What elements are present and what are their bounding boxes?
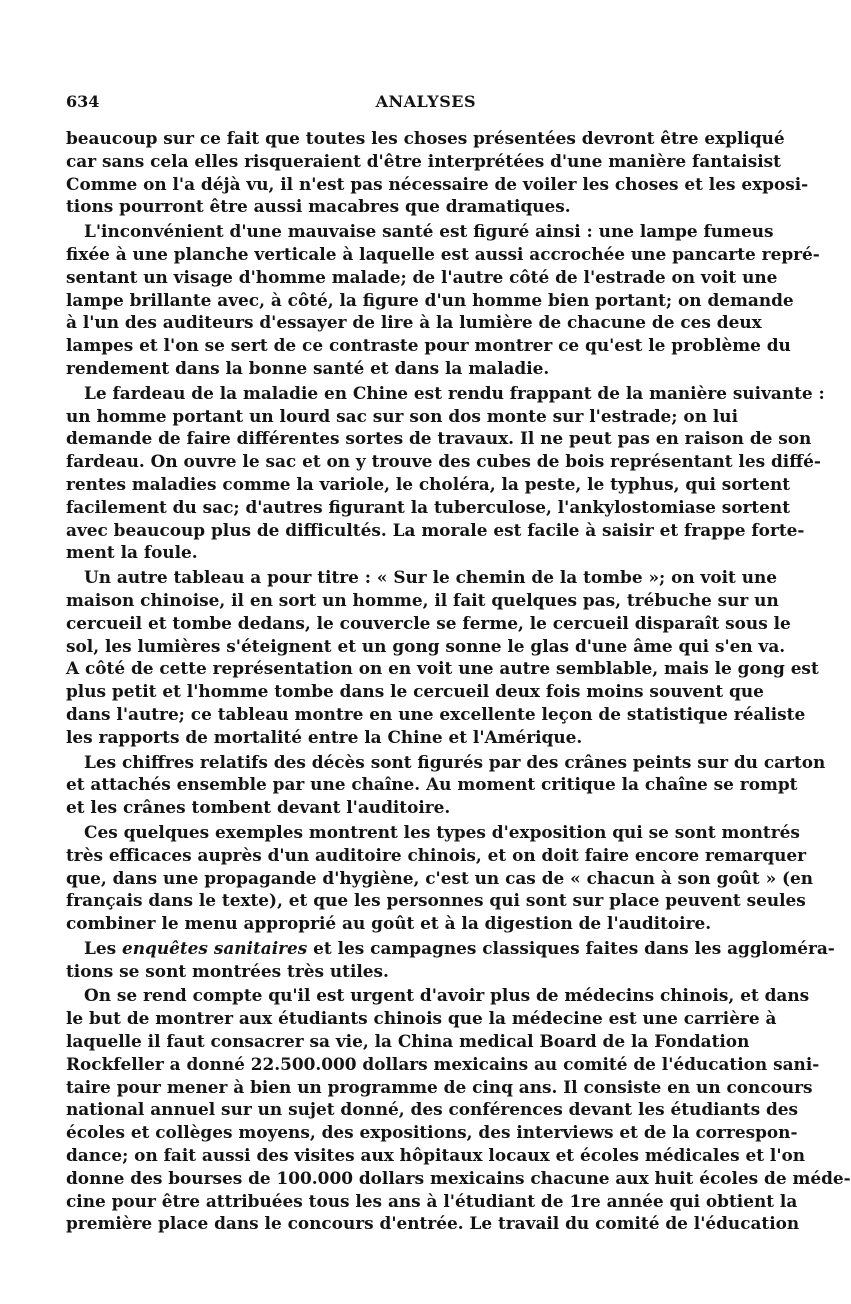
text-line: A côté de cette représentation on en voit une autre semblable, mais le gong est (66, 658, 819, 679)
text-line: fardeau. On ouvre le sac et on y trouve des cubes de bois représentant les diffé- (66, 451, 821, 472)
text-line: combiner le menu approprié au goût et à la digestion de l'auditoire. (66, 913, 712, 934)
paragraph (66, 751, 826, 819)
text-line: et les crânes tombent devant l'auditoire. (66, 797, 451, 818)
text-line: Ces quelques exemples montrent les types d'exposition qui se sont montrés (84, 821, 800, 842)
text-line: tions se sont montrées très utiles. (66, 960, 389, 981)
text-line: car sans cela elles risqueraient d'être interprétées d'une manière fantaisist (66, 150, 781, 171)
text-line: ment la foule. (66, 542, 198, 563)
paragraph (66, 127, 809, 218)
text-line: Le fardeau de la maladie en Chine est rendu frappant de la manière suivante : (84, 382, 825, 403)
text-line: lampes et l'on se sert de ce contraste pour montrer ce qu'est le problème du (66, 335, 791, 356)
text-line: maison chinoise, il en sort un homme, il fait quelques pas, trébuche sur un (66, 589, 779, 610)
text-line: première place dans le concours d'entrée. Le travail du comité de l'éducation (66, 1213, 800, 1234)
text-line: dans l'autre; ce tableau montre en une excellente leçon de statistique réaliste (66, 703, 806, 724)
text-line: Rockfeller a donné 22.500.000 dollars mexicains au comité de l'éducation sani- (66, 1053, 820, 1074)
italic-phrase: enquêtes sanitaires (122, 937, 308, 958)
text-line: français dans le texte), et que les personnes qui sont sur place peuvent seules (66, 890, 806, 911)
text-line: L'inconvénient d'une mauvaise santé est figuré ainsi : une lampe fumeus (84, 221, 774, 242)
running-title: ANALYSES (375, 92, 476, 111)
text-line: donne des bourses de 100.000 dollars mexicains chacune aux huit écoles de méde- (66, 1167, 851, 1188)
text-line: dance; on fait aussi des visites aux hôpitaux locaux et écoles médicales et l'on (66, 1145, 806, 1166)
paragraph (66, 937, 835, 983)
text-line: très efficaces auprès d'un auditoire chinois, et on doit faire encore remarquer (66, 844, 807, 865)
text-line: un homme portant un lourd sac sur son dos monte sur l'estrade; on lui (66, 405, 738, 426)
text-line: que, dans une propagande d'hygiène, c'est un cas de « chacun à son goût » (en (66, 867, 814, 888)
text-line: écoles et collèges moyens, des expositions, des interviews et de la correspon- (66, 1122, 798, 1143)
text-line: lampe brillante avec, à côté, la figure d'un homme bien portant; on demande (66, 289, 794, 310)
text-line: Comme on l'a déjà vu, il n'est pas nécessaire de voiler les choses et les exposi- (66, 173, 809, 194)
paragraph (66, 220, 820, 380)
text-line: rendement dans la bonne santé et dans la maladie. (66, 357, 550, 378)
text-line: plus petit et l'homme tombe dans le cercueil deux fois moins souvent que (66, 681, 764, 702)
text-line: les rapports de mortalité entre la Chine et l'Amérique. (66, 726, 583, 747)
text-line: fixée à une planche verticale à laquelle est aussi accrochée une pancarte repré- (66, 243, 820, 264)
body-text (66, 127, 851, 1235)
paragraph (66, 984, 851, 1235)
text-line: à l'un des auditeurs d'essayer de lire à la lumière de chacune de ces deux (66, 312, 762, 333)
text-line: sol, les lumières s'éteignent et un gong sonne le glas d'une âme qui s'en va. (66, 635, 786, 656)
text-line: Les enquêtes sanitaires et les campagnes classiques faites dans les aggloméra- (84, 937, 835, 958)
text-line: Les chiffres relatifs des décès sont figurés par des crânes peints sur du carton (84, 751, 826, 772)
text-line: taire pour mener à bien un programme de cinq ans. Il consiste en un concours (66, 1076, 813, 1097)
text-line: On se rend compte qu'il est urgent d'avoir plus de médecins chinois, et dans (84, 985, 810, 1006)
text-line: laquelle il faut consacrer sa vie, la China medical Board de la Fondation (66, 1031, 750, 1052)
text-line: Un autre tableau a pour titre : « Sur le chemin de la tombe »; on voit une (84, 567, 778, 588)
paragraph (66, 566, 819, 748)
text-line: national annuel sur un sujet donné, des conférences devant les étudiants des (66, 1099, 799, 1120)
text-line: facilement du sac; d'autres figurant la tuberculose, l'ankylostomiase sortent (66, 496, 791, 517)
text-line: et attachés ensemble par une chaîne. Au moment critique la chaîne se rompt (66, 774, 798, 795)
paragraph (66, 821, 814, 935)
text-line: le but de montrer aux étudiants chinois que la médecine est une carrière à (66, 1008, 777, 1029)
text-line: cercueil et tombe dedans, le couvercle se ferme, le cercueil disparaît sous le (66, 612, 791, 633)
text-line: beaucoup sur ce fait que toutes les choses présentées devront être expliqué (66, 128, 785, 148)
paragraph (66, 382, 825, 564)
page-number: 634 (66, 92, 100, 111)
text-line: cine pour être attribuées tous les ans à l'étudiant de 1re année qui obtient la (66, 1190, 798, 1211)
text-line: rentes maladies comme la variole, le choléra, la peste, le typhus, qui sortent (66, 473, 791, 494)
text-line: tions pourront être aussi macabres que dramatiques. (66, 196, 571, 217)
text-line: avec beaucoup plus de difficultés. La morale est facile à saisir et frappe forte- (66, 519, 805, 540)
page-header (66, 92, 738, 111)
text-line: sentant un visage d'homme malade; de l'autre côté de l'estrade on voit une (66, 266, 778, 287)
text-line: demande de faire différentes sortes de travaux. Il ne peut pas en raison de son (66, 428, 812, 449)
